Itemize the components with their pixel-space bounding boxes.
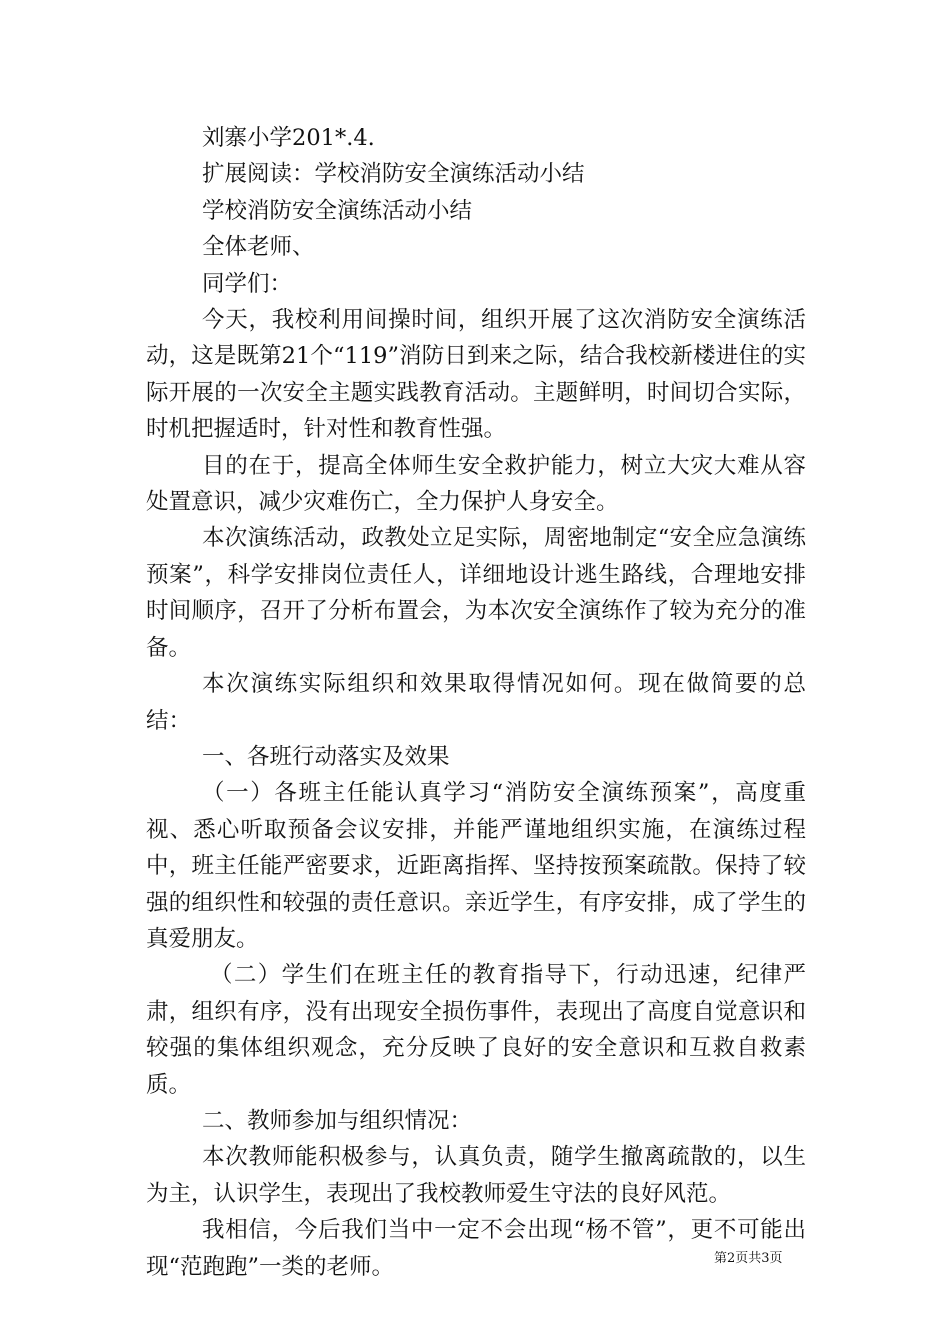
section-heading-1: 一、各班行动落实及效果 xyxy=(202,743,450,770)
paragraph-preparation: 本次演练活动，政教处立足实际，周密地制定“安全应急演练预案”，科学安排岗位责任人，详细地设计逃生路线，合理地安排时间顺序，召开了分析布置会，为本次安全演练作了较为充分的准备。 xyxy=(146,525,806,661)
paragraph-intro: 今天，我校利用间操时间，组织开展了这次消防安全演练活动，这是既第21个“119”消防日到来之际，结合我校新楼进住的实际开展的一次安全主题实践教育活动。主题鲜明，时间切合实际，时机把握适时，针对性和教育性强。 xyxy=(146,307,806,443)
paragraph-summary-lead: 本次演练实际组织和效果取得情况如何。现在做简要的总结： xyxy=(146,671,806,734)
page-number: 第2页共3页 xyxy=(714,1251,783,1266)
section-heading-2: 二、教师参加与组织情况： xyxy=(202,1107,473,1134)
paragraph-class-teachers: （一）各班主任能认真学习“消防安全演练预案”，高度重视、悉心听取预备会议安排，并能严谨地组织实施，在演练过程中，班主任能严密要求，近距离指挥、坚持按预案疏散。保持了较强的组织性和较强的责任意识。亲近学生，有序安排，成了学生的真爱朋友。 xyxy=(146,780,806,952)
paragraph-closing: 我相信，今后我们当中一定不会出现“杨不管”，更不可能出现“范跑跑”一类的老师。 xyxy=(146,1217,806,1280)
extended-reading-line: 扩展阅读：学校消防安全演练活动小结 xyxy=(202,161,585,188)
paragraph-purpose: 目的在于，提高全体师生安全救护能力，树立大灾大难从容处置意识，减少灾难伤亡，全力保护人身安全。 xyxy=(146,452,806,516)
document-body xyxy=(146,120,806,1285)
salutation-students: 同学们： xyxy=(202,270,293,297)
school-date-line: 刘寨小学201*.4. xyxy=(202,125,375,151)
paragraph-students: （二）学生们在班主任的教育指导下，行动迅速，纪律严肃，组织有序，没有出现安全损伤事件，表现出了高度自觉意识和较强的集体组织观念，充分反映了良好的安全意识和互救自救素质。 xyxy=(146,962,806,1098)
document-title: 学校消防安全演练活动小结 xyxy=(202,197,473,224)
salutation-teachers: 全体老师、 xyxy=(202,234,315,261)
paragraph-teacher-participation: 本次教师能积极参与，认真负责，随学生撤离疏散的，以生为主，认识学生，表现出了我校教师爱生守法的良好风范。 xyxy=(146,1144,806,1207)
